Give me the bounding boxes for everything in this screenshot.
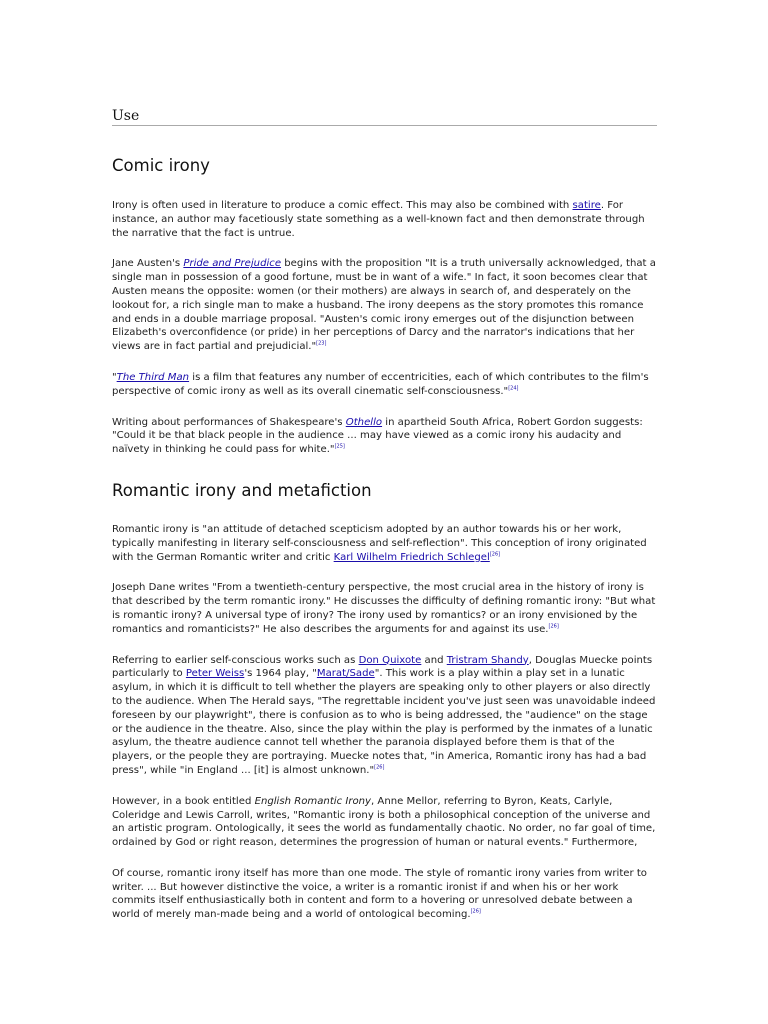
link-peter-weiss[interactable]: Peter Weiss [185,668,245,680]
paragraph-romantic-4: However, in a book entitled English Romantic Irony, Anne Mellor, referring to Byron, Keats, Carlyle, Coleridge and Lewis Carroll, writes, "Romantic irony is both a philosophical conception of the universe and an artistic program. Ontologically, it sees the world as fundamentally chaotic. No order, no far goal of time, ordained by God or right reason, determines the progression of human or natural events." Furthermore, [112,795,656,849]
paragraph-comic-1: Irony is often used in literature to produce a comic effect. This may also be combined with satire. For instance, an author may facetiously state something as a well-known fact and then demonstrate through the narrative that the fact is untrue. [112,200,645,239]
link-don-quixote[interactable]: Don Quixote [358,654,422,666]
paragraph-romantic-1: Romantic irony is "an attitude of detached scepticism adopted by an author towards his or her work, typically manifesting in literary self-consciousness and self-reflection". This conception of irony originated with the German Romantic writer and critic Karl Wilhelm Friedrich Schlegel[26] [112,523,647,563]
article-content [112,108,657,922]
citation-ref[interactable]: [23] [316,340,327,347]
book-title: English Romantic Irony [254,795,372,807]
paragraph-comic-4: Writing about performances of Shakespeare's Othello in apartheid South Africa, Robert Gordon suggests: "Could it be that black people in the audience ... may have viewed as a comic irony his audacity and naïvety in thinking he could pass for white."[25] [112,416,643,456]
paragraph-romantic-2: Joseph Dane writes "From a twentieth-century perspective, the most crucial area in the history of irony is that described by the term romantic irony." He discusses the difficulty of defining romantic irony: "But what is romantic irony? A universal type of irony? The irony used by romantics? or an irony envisioned by the romantics and romanticists?" He also describes the arguments for and against its use.[26] [112,582,656,635]
link-pride-and-prejudice[interactable]: Pride and Prejudice [183,258,282,270]
heading-romantic-irony: Romantic irony and metafiction [112,480,372,500]
link-marat-sade[interactable]: Marat/Sade [316,668,375,680]
link-the-third-man[interactable]: The Third Man [116,371,190,383]
paragraph-comic-2: Jane Austen's Pride and Prejudice begins with the proposition "It is a truth universally acknowledged, that a single man in possession of a good fortune, must be in want of a wife." In fact, it soon becomes clear that Austen means the opposite: women (or their mothers) are always in search of, and desperately on the lookout for, a rich single man to make a husband. The irony deepens as the story promotes this romance and ends in a double marriage proposal. "Austen's comic irony emerges out of the disjunction between Elizabeth's overconfidence (or pride) in her perceptions of Darcy and the narrator's indications that her views are in fact partial and prejudicial."[23] [112,258,656,353]
citation-ref[interactable]: [24] [508,385,519,392]
citation-ref[interactable]: [26] [470,908,481,915]
paragraph-romantic-3: Referring to earlier self-conscious works such as Don Quixote and Tristram Shandy, Douglas Muecke points particularly to Peter Weiss's 1964 play, "Marat/Sade". This work is a play within a play set in a lunatic asylum, in which it is difficult to tell whether the players are speaking only to other players or also directly to the audience. When The Herald says, "The regrettable incident you've just seen was unavoidable indeed foreseen by our playwright", there is confusion as to who is being addressed, the "audience" on the stage or the audience in the theatre. Also, since the play within the play is performed by the inmates of a lunatic asylum, the theatre audience cannot tell whether the paranoia displayed before them is that of the players, or the people they are portraying. Muecke notes that, "in America, Romantic irony has had a bad press", while "in England ... [it] is almost unknown."[26] [112,654,656,776]
citation-ref[interactable]: [25] [334,443,345,450]
paragraph-romantic-5: Of course, romantic irony itself has more than one mode. The style of romantic irony varies from writer to writer. ... But however distinctive the voice, a writer is a romantic ironist if and when his or her work commits itself enthusiastically both in content and form to a hovering or unresolved debate between a world of merely man-made being and a world of ontological becoming.[26] [112,867,647,921]
link-satire[interactable]: satire [572,200,601,211]
heading-comic-irony: Comic irony [112,156,210,175]
paragraph-comic-3: "The Third Man is a film that features any number of eccentricities, each of which contributes to the film's perspective of comic irony as well as its overall cinematic self-consciousness."[24] [112,371,649,397]
citation-ref[interactable]: [26] [374,764,385,771]
section-title: Use [112,108,657,126]
citation-ref[interactable]: [26] [489,551,501,558]
citation-ref[interactable]: [26] [548,623,559,630]
link-tristram-shandy[interactable]: Tristram Shandy [446,654,529,666]
link-othello[interactable]: Othello [345,416,383,428]
link-schlegel[interactable]: Karl Wilhelm Friedrich Schlegel [333,551,490,563]
